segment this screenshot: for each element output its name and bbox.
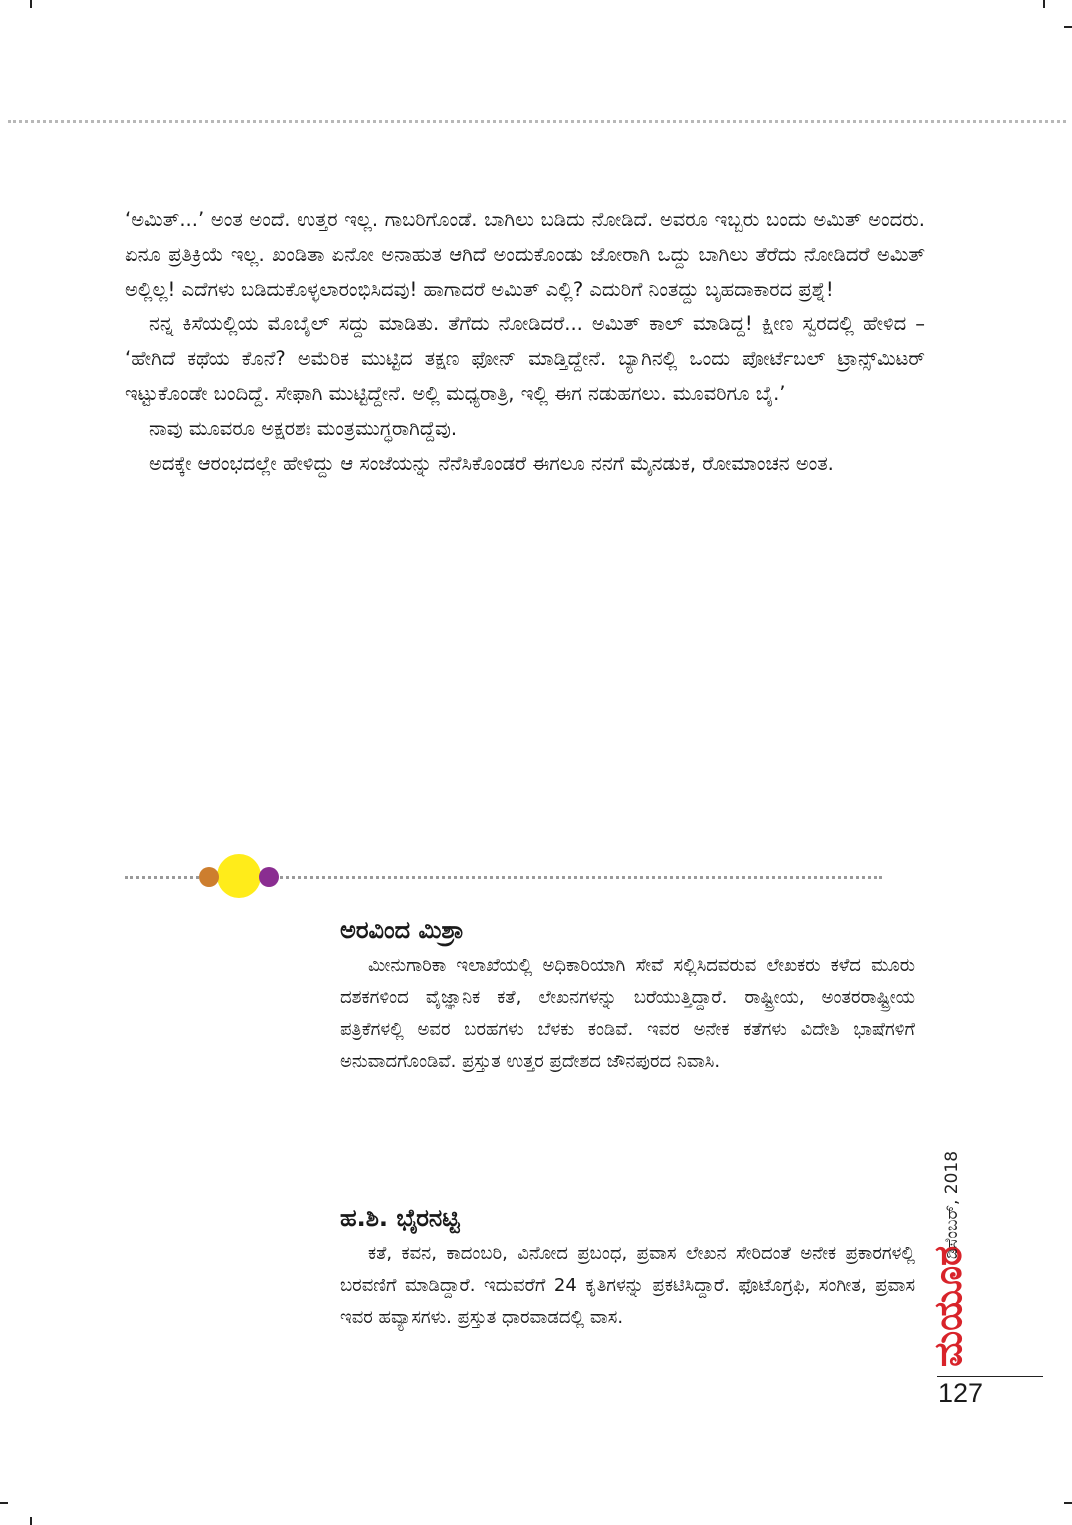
story-paragraph: ನನ್ನ ಕಿಸೆಯಲ್ಲಿಯ ಮೊಬೈಲ್ ಸದ್ದು ಮಾಡಿತು. ತೆಗೆದು ನೋಡಿದರೆ... ಅಮಿತ್ ಕಾಲ್ ಮಾಡಿದ್ದ! ಕ್ಷೀಣ ಸ್ವರದಲ್ಲಿ ಹೇಳಿದ – ‘ಹೇಗಿದೆ ಕಥೆಯ ಕೊನೆ? ಅಮೆರಿಕ ಮುಟ್ಟಿದ ತಕ್ಷಣ ಫೋನ್ ಮಾಡ್ತಿದ್ದೇನೆ. ಬ್ಯಾಗಿನಲ್ಲಿ ಒಂದು ಪೋರ್ಟೆಬಲ್ ಟ್ರಾನ್ಸ್‌ಮಿಟರ್ ಇಟ್ಟುಕೊಂಡೇ ಬಂದಿದ್ದೆ. ಸೇಫಾಗಿ ಮುಟ್ಟಿದ್ದೇನೆ. ಅಲ್ಲಿ ಮಧ್ಯರಾತ್ರಿ, ಇಲ್ಲಿ ಈಗ ನಡುಹಗಲು. ಮೂವರಿಗೂ ಬೈ.’ [125,312,925,405]
story-text [125,203,925,481]
crop-mark-bottom-left [30,1517,32,1525]
author-bio [340,910,915,1078]
decor-dot-orange [199,867,219,887]
author-bio [340,1198,915,1334]
author-bio-text: ಮೀನುಗಾರಿಕಾ ಇಲಾಖೆಯಲ್ಲಿ ಅಧಿಕಾರಿಯಾಗಿ ಸೇವೆ ಸಲ್ಲಿಸಿದವರುವ ಲೇಖಕರು ಕಳೆದ ಮೂರು ದಶಕಗಳಿಂದ ವೈಜ್ಞಾನಿಕ ಕತೆ, ಲೇಖನಗಳನ್ನು ಬರೆಯುತ್ತಿದ್ದಾರೆ. ರಾಷ್ಟ್ರೀಯ, ಅಂತರರಾಷ್ಟ್ರೀಯ ಪತ್ರಿಕೆಗಳಲ್ಲಿ ಅವರ ಬರಹಗಳು ಬೆಳಕು ಕಂಡಿವೆ. ಇವರ ಅನೇಕ ಕತೆಗಳು ವಿದೇಶಿ ಭಾಷೆಗಳಿಗೆ ಅನುವಾದಗೊಂಡಿವೆ. ಪ್ರಸ್ತುತ ಉತ್ತರ ಪ್ರದೇಶದ ಜೌನಪುರದ ನಿವಾಸಿ. [340,955,915,1072]
crop-mark-top-right [1043,0,1045,8]
story-paragraph: ನಾವು ಮೂವರೂ ಅಕ್ಷರಶಃ ಮಂತ್ರಮುಗ್ಧರಾಗಿದ್ದೆವು. [149,416,458,440]
author-bio-text: ಕತೆ, ಕವನ, ಕಾದಂಬರಿ, ವಿನೋದ ಪ್ರಬಂಧ, ಪ್ರವಾಸ ಲೇಖನ ಸೇರಿದಂತೆ ಅನೇಕ ಪ್ರಕಾರಗಳಲ್ಲಿ ಬರವಣಿಗೆ ಮಾಡಿದ್ದಾರೆ. ಇದುವರೆಗೆ 24 ಕೃತಿಗಳನ್ನು ಪ್ರಕಟಿಸಿದ್ದಾರೆ. ಫೊಟೊಗ್ರಫಿ, ಸಂಗೀತ, ಪ್ರವಾಸ ಇವರ ಹವ್ಯಾಸಗಳು. ಪ್ರಸ್ತುತ ಧಾರವಾಡದಲ್ಲಿ ವಾಸ. [340,1243,915,1328]
story-paragraph: ‘ಅಮಿತ್...’ ಅಂತ ಅಂದೆ. ಉತ್ತರ ಇಲ್ಲ. ಗಾಬರಿಗೊಂಡೆ. ಬಾಗಿಲು ಬಡಿದು ನೋಡಿದೆ. ಅವರೂ ಇಬ್ಬರು ಬಂದು ಅಮಿತ್ ಅಂದರು. ಏನೂ ಪ್ರತಿಕ್ರಿಯೆ ಇಲ್ಲ. ಖಂಡಿತಾ ಏನೋ ಅನಾಹುತ ಆಗಿದೆ ಅಂದುಕೊಂಡು ಜೋರಾಗಿ ಒದ್ದು ಬಾಗಿಲು ತೆರೆದು ನೋಡಿದರೆ ಅಮಿತ್ ಅಲ್ಲಿಲ್ಲ! ಎದೆಗಳು ಬಡಿದುಕೊಳ್ಳಲಾರಂಭಿಸಿದವು! ಹಾಗಾದರೆ ಅಮಿತ್ ಎಲ್ಲಿ? ಎದುರಿಗೆ ನಿಂತದ್ದು ಬೃಹದಾಕಾರದ ಪ್ರಶ್ನೆ! [125,208,926,301]
crop-mark-top-left [30,0,32,8]
issue-date: ಡಿಸೆಂಬರ್, 2018 [942,1150,962,1259]
page-number: 127 [938,1378,984,1408]
story-paragraph: ಅದಕ್ಕೇ ಆರಂಭದಲ್ಲೇ ಹೇಳಿದ್ದು ಆ ಸಂಜೆಯನ್ನು ನೆನೆಸಿಕೊಂಡರೆ ಈಗಲೂ ನನಗೆ ಮೈನಡುಕ, ರೋಮಾಂಚನ ಅಂತ. [149,451,834,475]
decor-dot-purple [259,867,279,887]
magazine-name: ಮಯೂರ [926,1245,970,1367]
top-dotted-rule [8,120,1066,123]
author-name: ಹ.ಶಿ. ಭೈರನಟ್ಟಿ [340,1204,460,1232]
decor-dot-yellow [217,854,261,898]
crop-mark-left-lower [0,1502,8,1504]
crop-mark-right-lower [1064,1502,1072,1504]
author-name: ಅರವಿಂದ ಮಿಶ್ರಾ [340,916,465,944]
magazine-masthead [923,1075,979,1375]
crop-mark-right-upper [1064,26,1072,28]
